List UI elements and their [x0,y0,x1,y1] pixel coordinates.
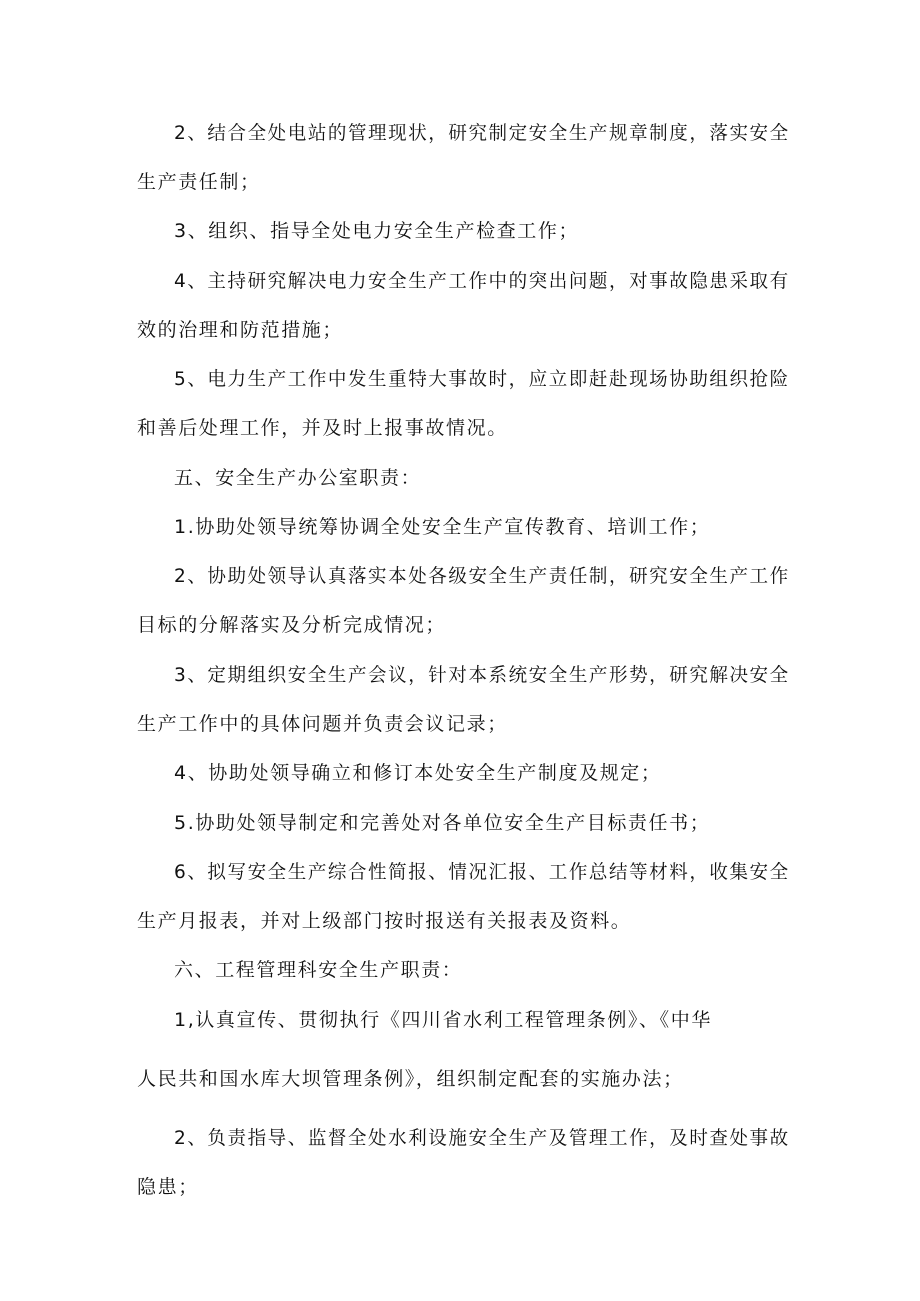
paragraph-line: 2、协助处领导认真落实本处各级安全生产责任制，研究安全生产工作 [174,565,790,587]
paragraph-line: 人民共和国水库大坝管理条例》，组织制定配套的实施办法； [137,1068,684,1090]
section-heading: 五、安全生产办公室职责： [174,467,422,489]
paragraph-line: 4、主持研究解决电力安全生产工作中的突出问题，对事故隐患采取有 [174,270,790,292]
paragraph-line: 3、定期组织安全生产会议，针对本系统安全生产形势，研究解决安全 [174,664,790,686]
paragraph-line: 5.协助处领导制定和完善处对各单位安全生产目标责任书； [174,812,711,834]
paragraph-line: 6、拟写安全生产综合性简报、情况汇报、工作总结等材料，收集安全 [174,861,790,883]
paragraph-line: 1,认真宣传、贯彻执行《四川省水利工程管理条例》、《中华 [174,1009,712,1031]
paragraph-line: 1.协助处领导统筹协调全处安全生产宣传教育、培训工作； [174,516,711,538]
section-heading: 六、工程管理科安全生产职责： [174,959,463,981]
paragraph-line: 效的治理和防范措施； [137,319,344,341]
paragraph-line: 目标的分解落实及分析完成情况； [137,614,447,636]
paragraph-line: 5、电力生产工作中发生重特大事故时，应立即赶赴现场协助组织抢险 [174,368,790,390]
paragraph-line: 4、协助处领导确立和修订本处安全生产制度及规定； [174,762,662,784]
paragraph-line: 2、负责指导、监督全处水利设施安全生产及管理工作，及时查处事故 [174,1127,790,1149]
paragraph-line: 隐患； [137,1176,199,1198]
paragraph-line: 和善后处理工作，并及时上报事故情况。 [137,417,508,439]
paragraph-line: 生产月报表，并对上级部门按时报送有关报表及资料。 [137,910,632,932]
paragraph-line: 2、结合全处电站的管理现状，研究制定安全生产规章制度，落实安全 [174,122,790,144]
paragraph-line: 3、组织、指导全处电力安全生产检查工作； [174,220,580,242]
paragraph-line: 生产工作中的具体问题并负责会议记录； [137,713,508,735]
paragraph-line: 生产责任制； [137,171,261,193]
